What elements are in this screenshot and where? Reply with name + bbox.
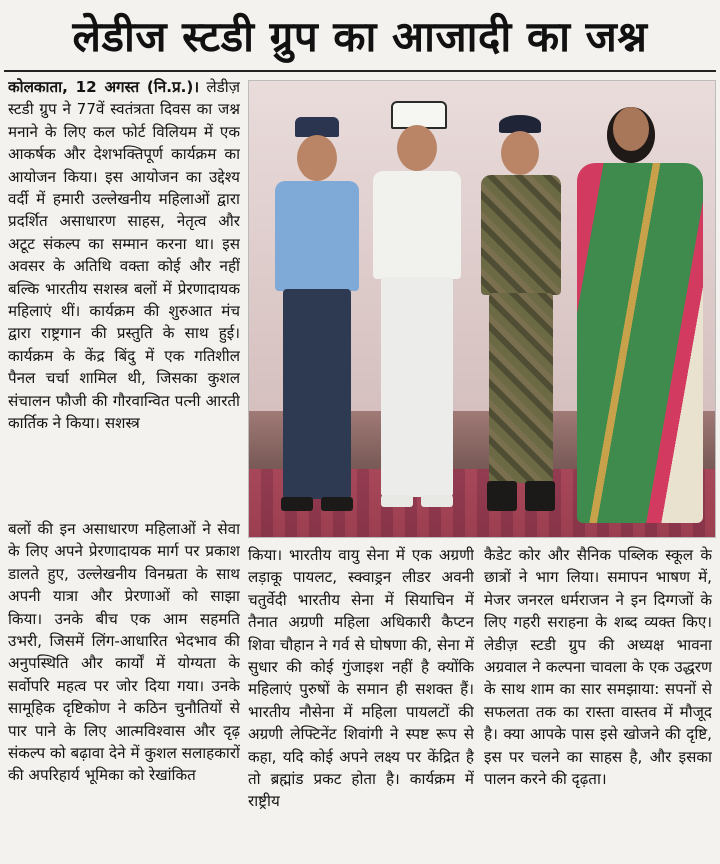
article-column-2 — [248, 544, 474, 862]
figure-air-force-officer — [261, 117, 371, 537]
figure-army-officer — [471, 115, 571, 537]
event-photo — [248, 80, 716, 538]
headline: लेडीज स्टडी ग्रुप का आजादी का जश्न — [72, 12, 648, 61]
article-column-3 — [484, 544, 712, 862]
article-text-col3: कैडेट कोर और सैनिक पब्लिक स्कूल के छात्रों ने भाग लिया। समापन भाषण में, मेजर जनरल धर्मराजन ने इन दिग्गजों के लिए गहरी सराहना के शब्द व्यक्त किए। लेडीज़ स्टडी ग्रुप की अध्यक्ष भावना अग्रवाल ने कल्पना चावला के एक उद्धरण के साथ शाम का सार समझाया: सपनों से सफलता तक का रास्ता वास्तव में मौजूद है। क्या आपके पास इसे खोजने की दृष्टि, इस पर चलने का साहस है, और इसका पालन करने की दृढ़ता। — [484, 546, 712, 789]
headline-rule — [4, 70, 716, 72]
figure-saree-woman — [567, 107, 713, 537]
dateline: कोलकाता, 12 अगस्त (नि.प्र.)। — [8, 78, 200, 96]
article-text-col2: किया। भारतीय वायु सेना में एक अग्रणी लड़ाकू पायलट, स्क्वाड्रन लीडर अवनी चतुर्वेदी भारतीय सेना में सियाचिन में तैनात अग्रणी महिला अधिकारी कैप्टन शिवा चौहान ने गर्व से घोषणा की, सेना में सुधार की कोई गुंजाइश नहीं है क्योंकि महिलाएं पुरुषों के समान ही सशक्त हैं। भारतीय नौसेना में महिला पायलटों की अग्रणी लेफ्टिनेंट शिवांगी ने स्पष्ट रूप से कहा, यदि कोई अपने लक्ष्य पर केंद्रित है तो ब्रह्मांड प्रकट होता है। कार्यक्रम में राष्ट्रीय — [248, 546, 474, 811]
article-column-1-top — [8, 76, 240, 516]
article-column-1-bottom — [8, 518, 240, 862]
article-text-col1b: बलों की इन असाधारण महिलाओं ने सेवा के लिए अपने प्रेरणादायक मार्ग पर प्रकाश डालते हुए, उल्लेखनीय विनम्रता के साथ अपनी यात्रा और प्रेरणाओं को साझा किया। उनके बीच एक आम सहमति उभरी, जिसमें लिंग-आधारित भेदभाव की अनुपस्थिति और कार्यों में योग्यता के सर्वोपरि महत्व पर जोर दिया गया। उनके सामूहिक दृष्टिकोण ने कठिन चुनौतियों से पार पाने के लिए आत्मविश्वास और दृढ़ संकल्प को बढ़ावा देने में कुशल सलाहकारों की अपरिहार्य भूमिका को रेखांकित — [8, 520, 240, 785]
figure-navy-officer — [361, 101, 473, 537]
article-text-col1a: लेडीज़ स्टडी ग्रुप ने 77वें स्वतंत्रता दिवस का जश्न मनाने के लिए कल फोर्ट विलियम में एक आकर्षक और देशभक्तिपूर्ण कार्यक्रम का आयोजन किया। इस आयोजन का उद्देश्य वर्दी में हमारी उल्लेखनीय महिलाओं द्वारा प्रदर्शित असाधारण साहस, नेतृत्व और अटूट संकल्प का सम्मान करना था। इस अवसर के अतिथि वक्ता कोई और नहीं बल्कि भारतीय सशस्त्र बलों में प्रेरणादायक महिलाएं थीं। कार्यक्रम की शुरुआत मंच द्वारा राष्ट्रगान की प्रस्तुति के साथ हुई। कार्यक्रम के केंद्र बिंदु में एक गतिशील पैनल चर्चा शामिल थी, जिसका कुशल संचालन फौजी की गौरवान्वित पत्नी आरती कार्तिक ने किया। सशस्त्र — [8, 78, 240, 433]
